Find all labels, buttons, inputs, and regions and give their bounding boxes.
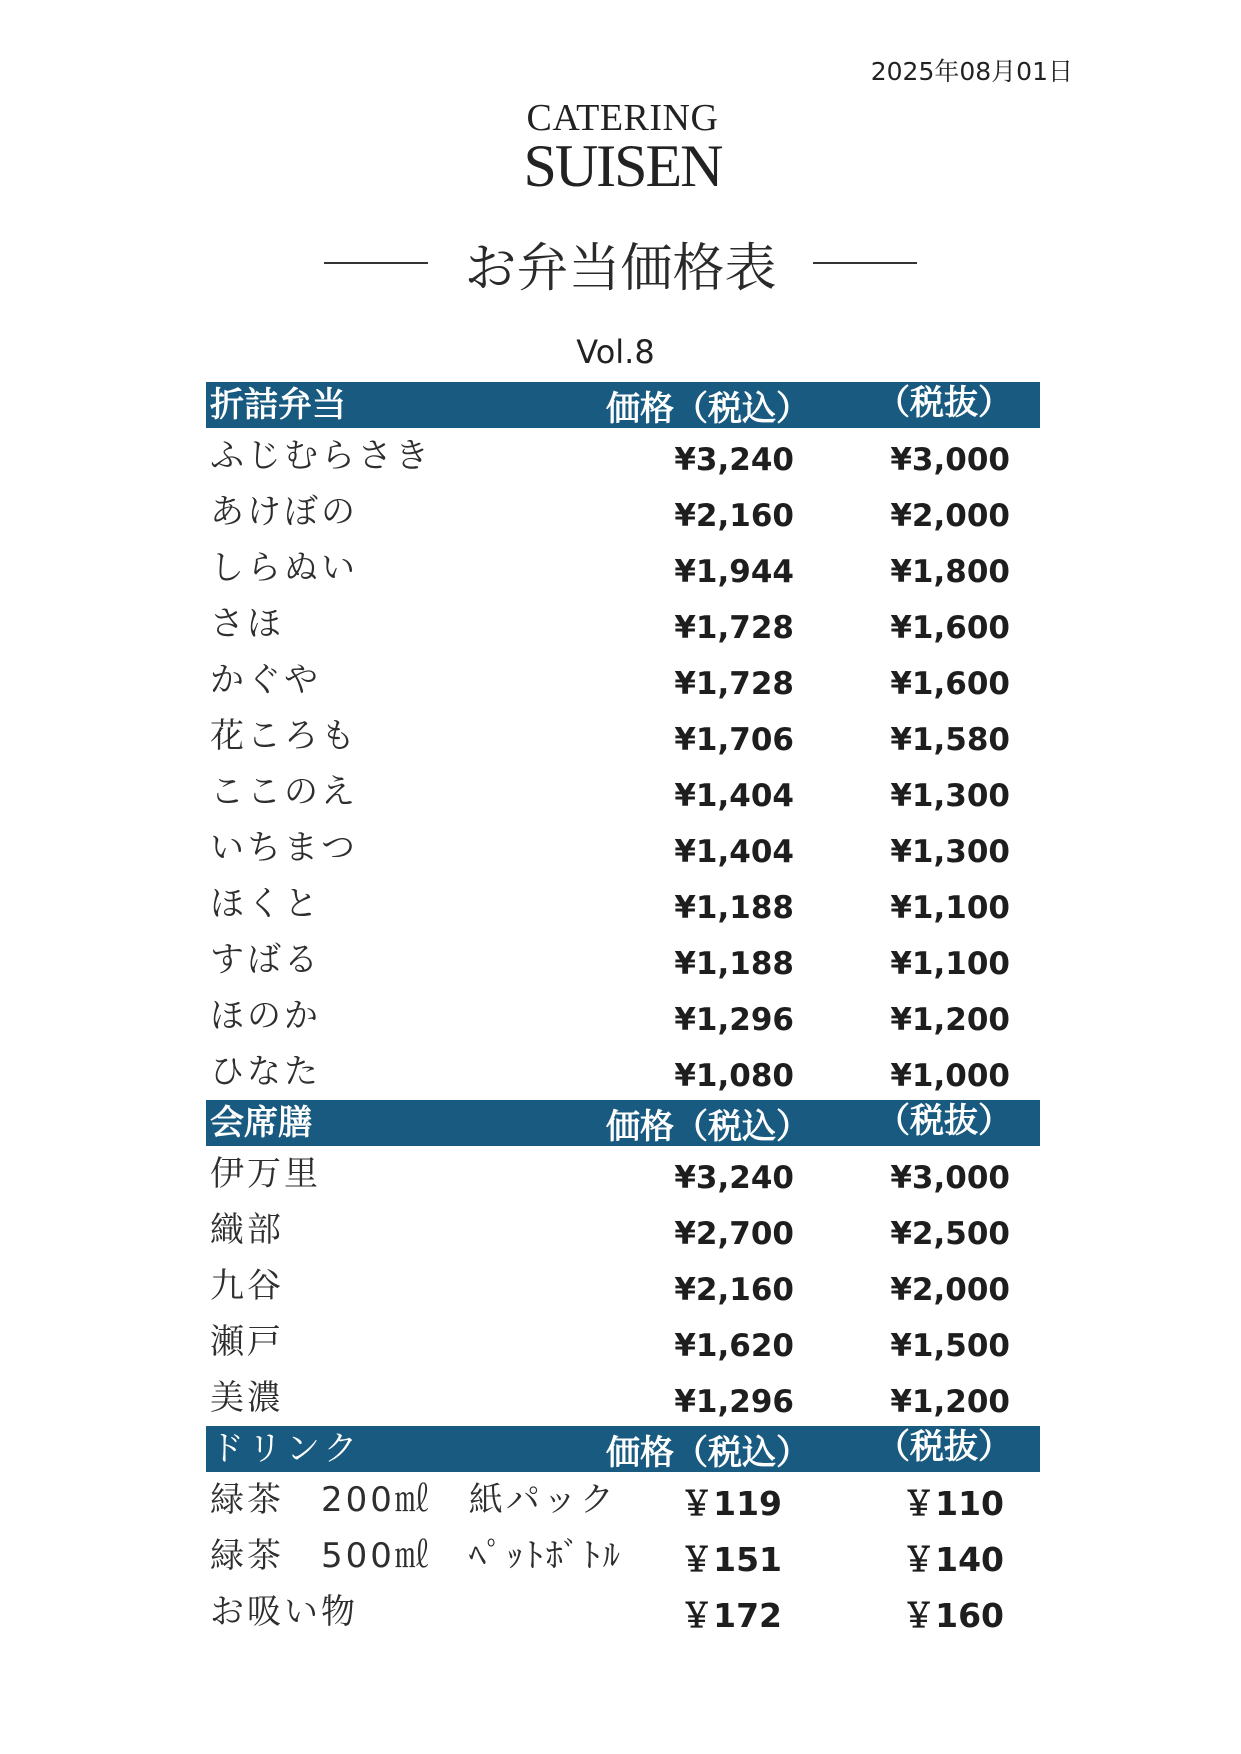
title-right-rule — [813, 262, 917, 264]
price-tax-included: ¥1,728 — [674, 666, 794, 702]
price-tax-included: ¥1,706 — [674, 722, 794, 758]
price-tax-included: ¥1,620 — [674, 1328, 794, 1364]
item-name: 緑茶 200㎖ 紙パック — [210, 1480, 617, 1520]
column-header-tax-excluded: （税抜） — [876, 1427, 1012, 1467]
section-title: ドリンク — [210, 1429, 362, 1469]
section-title: 折詰弁当 — [210, 385, 346, 425]
item-name: 花ころも — [210, 716, 358, 756]
item-name: ふじむらさき — [210, 436, 432, 476]
price-tax-included: ¥2,160 — [674, 498, 794, 534]
table-row — [206, 1146, 1040, 1202]
section-title: 会席膳 — [210, 1103, 312, 1143]
table-row — [206, 540, 1040, 596]
item-name: かぐや — [210, 660, 321, 700]
item-name: ほのか — [210, 996, 321, 1036]
table-row — [206, 596, 1040, 652]
price-tax-included: ¥1,728 — [674, 610, 794, 646]
item-name: ひなた — [210, 1052, 321, 1092]
price-tax-included: ¥2,700 — [674, 1216, 794, 1252]
item-name: ここのえ — [210, 772, 358, 812]
price-tax-excluded: ¥1,200 — [890, 1384, 1010, 1420]
price-tax-excluded: ¥3,000 — [890, 442, 1010, 478]
volume-label: Vol.8 — [576, 333, 655, 371]
table-row — [206, 428, 1040, 484]
price-tax-excluded: ￥110 — [902, 1484, 1004, 1523]
item-name: 瀬戸 — [210, 1322, 284, 1362]
price-tax-included: ¥2,160 — [674, 1272, 794, 1308]
price-tax-excluded: ¥1,200 — [890, 1002, 1010, 1038]
page-title: お弁当価格表 — [464, 238, 777, 299]
item-name: しらぬい — [210, 548, 358, 588]
item-name: 伊万里 — [210, 1154, 321, 1194]
catering-suisen-logo — [2, 97, 1241, 199]
table-row — [206, 988, 1040, 1044]
item-name: お吸い物 — [210, 1592, 358, 1632]
price-tax-excluded: ¥1,100 — [890, 890, 1010, 926]
logo-line-catering: CATERING — [526, 97, 719, 139]
price-tax-excluded: ￥140 — [902, 1540, 1004, 1579]
column-header-tax-excluded: （税抜） — [876, 383, 1012, 423]
table-row — [206, 1472, 1040, 1528]
price-tax-excluded: ¥2,500 — [890, 1216, 1010, 1252]
price-tax-included: ¥1,404 — [674, 778, 794, 814]
price-tax-excluded: ¥1,300 — [890, 778, 1010, 814]
price-tax-excluded: ¥1,000 — [890, 1058, 1010, 1094]
item-name: すばる — [210, 940, 321, 980]
section-header-kaiseki — [206, 1100, 1040, 1146]
column-header-tax-excluded: （税抜） — [876, 1101, 1012, 1141]
table-row — [206, 932, 1040, 988]
price-tax-excluded: ¥1,800 — [890, 554, 1010, 590]
price-tax-excluded: ¥1,100 — [890, 946, 1010, 982]
table-row — [206, 1370, 1040, 1426]
price-tax-excluded: ￥160 — [902, 1596, 1004, 1635]
item-name: あけぼの — [210, 492, 358, 532]
logo-line-suisen: SUISEN — [523, 133, 722, 199]
price-tax-included: ¥1,296 — [674, 1002, 794, 1038]
item-name: 美濃 — [210, 1378, 284, 1418]
table-row — [206, 484, 1040, 540]
table-row — [206, 652, 1040, 708]
item-name: さほ — [210, 604, 284, 644]
price-tax-excluded: ¥2,000 — [890, 498, 1010, 534]
price-tax-included: ￥151 — [680, 1540, 782, 1579]
table-row — [206, 708, 1040, 764]
table-row — [206, 1044, 1040, 1100]
price-tax-excluded: ¥1,500 — [890, 1328, 1010, 1364]
price-tax-included: ¥1,296 — [674, 1384, 794, 1420]
item-name: 九谷 — [210, 1266, 284, 1306]
table-row — [206, 1314, 1040, 1370]
price-tax-excluded: ¥1,300 — [890, 834, 1010, 870]
table-row — [206, 1528, 1040, 1584]
item-name: ほくと — [210, 884, 321, 924]
price-tax-excluded: ¥3,000 — [890, 1160, 1010, 1196]
table-row — [206, 1202, 1040, 1258]
table-row — [206, 764, 1040, 820]
column-header-tax-included: 価格（税込） — [606, 1107, 810, 1147]
issue-date: 2025年08月01日 — [870, 57, 1073, 86]
item-name: 織部 — [210, 1210, 284, 1250]
price-tax-included: ¥1,080 — [674, 1058, 794, 1094]
table-row — [206, 876, 1040, 932]
price-tax-excluded: ¥1,600 — [890, 666, 1010, 702]
item-name: いちまつ — [210, 828, 358, 868]
column-header-tax-included: 価格（税込） — [606, 389, 810, 429]
price-tax-included: ¥1,188 — [674, 890, 794, 926]
price-tax-included: ￥172 — [680, 1596, 782, 1635]
price-tax-included: ￥119 — [680, 1484, 782, 1523]
column-header-tax-included: 価格（税込） — [606, 1433, 810, 1473]
table-row — [206, 1258, 1040, 1314]
price-tax-included: ¥3,240 — [674, 1160, 794, 1196]
price-tax-included: ¥1,188 — [674, 946, 794, 982]
item-name: 緑茶 500㎖ ﾍﾟｯﾄﾎﾞﾄﾙ — [210, 1536, 623, 1576]
price-tax-included: ¥3,240 — [674, 442, 794, 478]
title-left-rule — [324, 262, 428, 264]
price-table — [206, 382, 1040, 1640]
price-tax-included: ¥1,404 — [674, 834, 794, 870]
table-row — [206, 820, 1040, 876]
title-row — [0, 228, 1241, 298]
price-tax-included: ¥1,944 — [674, 554, 794, 590]
price-tax-excluded: ¥2,000 — [890, 1272, 1010, 1308]
table-row — [206, 1584, 1040, 1640]
price-tax-excluded: ¥1,600 — [890, 610, 1010, 646]
section-header-bento — [206, 382, 1040, 428]
section-header-drinks — [206, 1426, 1040, 1472]
price-tax-excluded: ¥1,580 — [890, 722, 1010, 758]
